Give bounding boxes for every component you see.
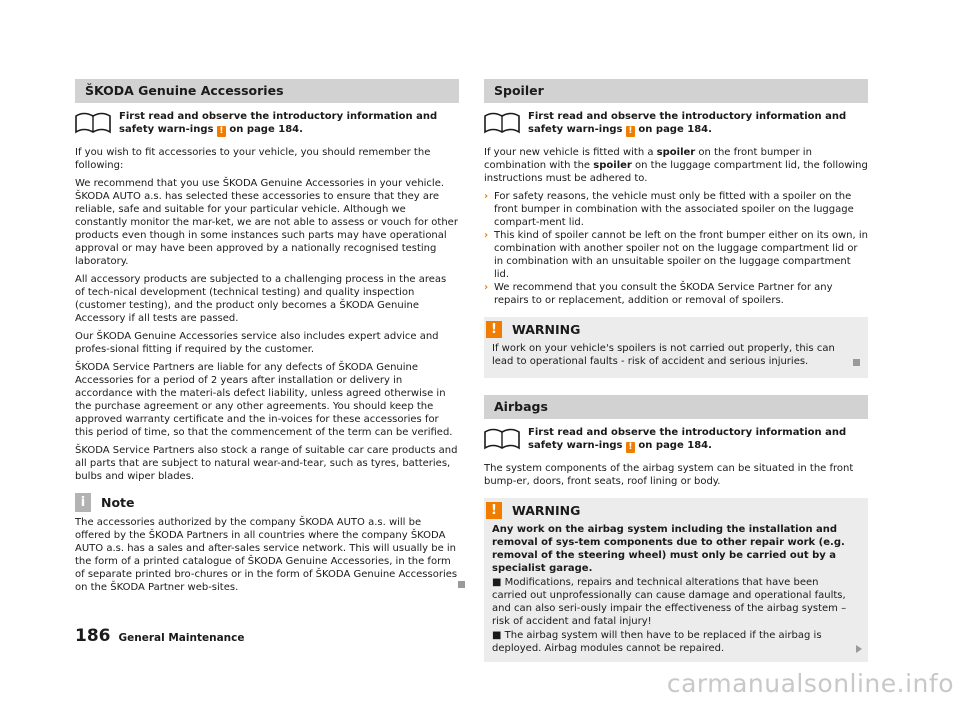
list-item — [484, 190, 868, 229]
warning-box-spoiler — [484, 317, 868, 378]
page-number: 186 — [75, 626, 111, 646]
warning-header — [486, 321, 854, 338]
continue-arrow-icon — [856, 645, 862, 653]
left-column — [75, 79, 459, 599]
term-spoiler: spoiler — [656, 147, 696, 158]
warning-icon: ! — [486, 321, 502, 338]
warning-mark-icon: ! — [217, 126, 226, 137]
paragraph: If you wish to fit accessories to your vehicle, you should remember the following: — [75, 147, 431, 171]
warning-mark-icon: ! — [626, 126, 635, 137]
paragraph: The system components of the airbag system can be situated in the front bump-er, doors, front seats, roof lining or body. — [484, 463, 854, 487]
warning-item: ■ The airbag system will then have to be replaced if the airbag is deployed. Airbag modules cannot be repaired. — [492, 630, 822, 654]
list-item-text: For safety reasons, the vehicle must only be fitted with a spoiler on the front bumper in combination with the associated spoiler on the luggage compart-ment lid. — [494, 191, 854, 228]
paragraph: We recommend that you use ŠKODA Genuine Accessories in your vehicle. ŠKODA AUTO a.s. has selected these accessories to ensure that they are reliable, safe and suitable for your particular vehicle. Although we constantly monitor the mar-ket, we are not able to assess or vouch for other products even though in some instances such parts may have operational approval or may have been approved by a nationally recognised testing laboratory. — [75, 178, 458, 267]
intro-text: First read and observe the introductory information and safety warn-ings — [119, 111, 438, 135]
intro-page-ref: on page 184. — [634, 124, 712, 135]
note-box — [75, 493, 459, 594]
list-item-text: This kind of spoiler cannot be left on the front bumper either on its own, in combination with another spoiler not on the luggage compartment lid or in combination with an unsuitable spoiler on the luggage compartment lid. — [494, 230, 868, 280]
section-end-marker-icon — [458, 581, 465, 588]
term-spoiler: spoiler — [593, 160, 632, 171]
warning-item: ■ Modifications, repairs and technical alterations that have been carried out unprofessionally can cause damage and operational faults, and can also seri-ously impair the effectiveness of the airbag system – risk of accident and fatal injury! — [492, 577, 847, 627]
paragraph — [484, 146, 868, 185]
right-column — [484, 79, 868, 662]
note-title: Note — [101, 495, 135, 510]
section-title-spoiler: Spoiler — [484, 79, 868, 103]
chevron-right-icon: › — [484, 230, 489, 241]
text-run: on the luggage compartment lid, the following instructions must be adhered to. — [484, 160, 868, 184]
section-title-accessories: ŠKODA Genuine Accessories — [75, 79, 459, 103]
section-title-airbags: Airbags — [484, 395, 868, 419]
list-item — [484, 281, 868, 307]
text-run: on the front bumper in combination with the — [484, 147, 812, 171]
intro-text: First read and observe the introductory information and safety warn-ings — [528, 111, 847, 135]
bullet-list — [484, 190, 868, 307]
warning-text-bold: Any work on the airbag system including the installation and removal of sys-tem components due to other repair work (e.g. removal of the steering wheel) must only be carried out by a specialist garage. — [492, 524, 845, 574]
note-text: The accessories authorized by the company ŠKODA AUTO a.s. will be offered by the ŠKODA Partners in all countries where the company ŠKODA AUTO a.s. has a sales and after-sales service network. This will usually be in the form of a printed catalogue of ŠKODA Genuine Accessories, in the form of separate printed bro-chures or in the form of ŠKODA Genuine Accessories on the ŠKODA Partner web-sites. — [75, 517, 458, 593]
list-item-text: We recommend that you consult the ŠKODA Service Partner for any repairs to or replacement, addition or removal of spoilers. — [494, 282, 833, 306]
warning-header — [486, 502, 854, 519]
intro-note — [484, 426, 868, 453]
warning-text: If work on your vehicle's spoilers is not carried out properly, this can lead to operational faults - risk of accident and serious injuries. — [492, 343, 835, 367]
open-book-icon — [484, 426, 520, 450]
chapter-title: General Maintenance — [118, 632, 245, 644]
open-book-icon — [75, 110, 111, 134]
section-end-marker-icon — [853, 359, 860, 366]
page-footer — [75, 626, 245, 646]
intro-text: First read and observe the introductory information and safety warn-ings — [528, 427, 847, 451]
paragraph: All accessory products are subjected to a challenging process in the areas of tech-nical development (technical testing) and quality inspection (customer testing), and the product only becomes a ŠKODA Genuine Accessory if all tests are passed. — [75, 274, 447, 324]
warning-title: WARNING — [512, 503, 581, 518]
list-item — [484, 229, 868, 281]
warning-mark-icon: ! — [626, 442, 635, 453]
open-book-icon — [484, 110, 520, 134]
paragraph: ŠKODA Service Partners are liable for any defects of ŠKODA Genuine Accessories for a period of 2 years after installation or delivery in accordance with the materi-als defect liability, unless agreed otherwise in the purchase agreement or any other agreements. You should keep the approved warranty certificate and the in-voices for these accessories for this period of time, so that the commencement of the term can be verified. — [75, 362, 453, 438]
warning-title: WARNING — [512, 322, 581, 337]
text-run: If your new vehicle is fitted with a — [484, 147, 657, 158]
intro-page-ref: on page 184. — [634, 440, 712, 451]
paragraph: ŠKODA Service Partners also stock a range of suitable car care products and all parts that are subject to natural wear-and-tear, such as tyres, batteries, bulbs and wiper blades. — [75, 445, 458, 482]
intro-note — [75, 110, 459, 137]
paragraph: Our ŠKODA Genuine Accessories service also includes expert advice and profes-sional fitting if required by the customer. — [75, 331, 439, 355]
warning-box-airbags — [484, 498, 868, 662]
chevron-right-icon: › — [484, 282, 489, 293]
chevron-right-icon: › — [484, 191, 489, 202]
info-icon: i — [75, 493, 91, 512]
intro-page-ref: on page 184. — [225, 124, 303, 135]
intro-note — [484, 110, 868, 137]
note-header — [75, 493, 459, 512]
watermark: carmanualsonline.info — [666, 669, 954, 698]
warning-icon: ! — [486, 502, 502, 519]
